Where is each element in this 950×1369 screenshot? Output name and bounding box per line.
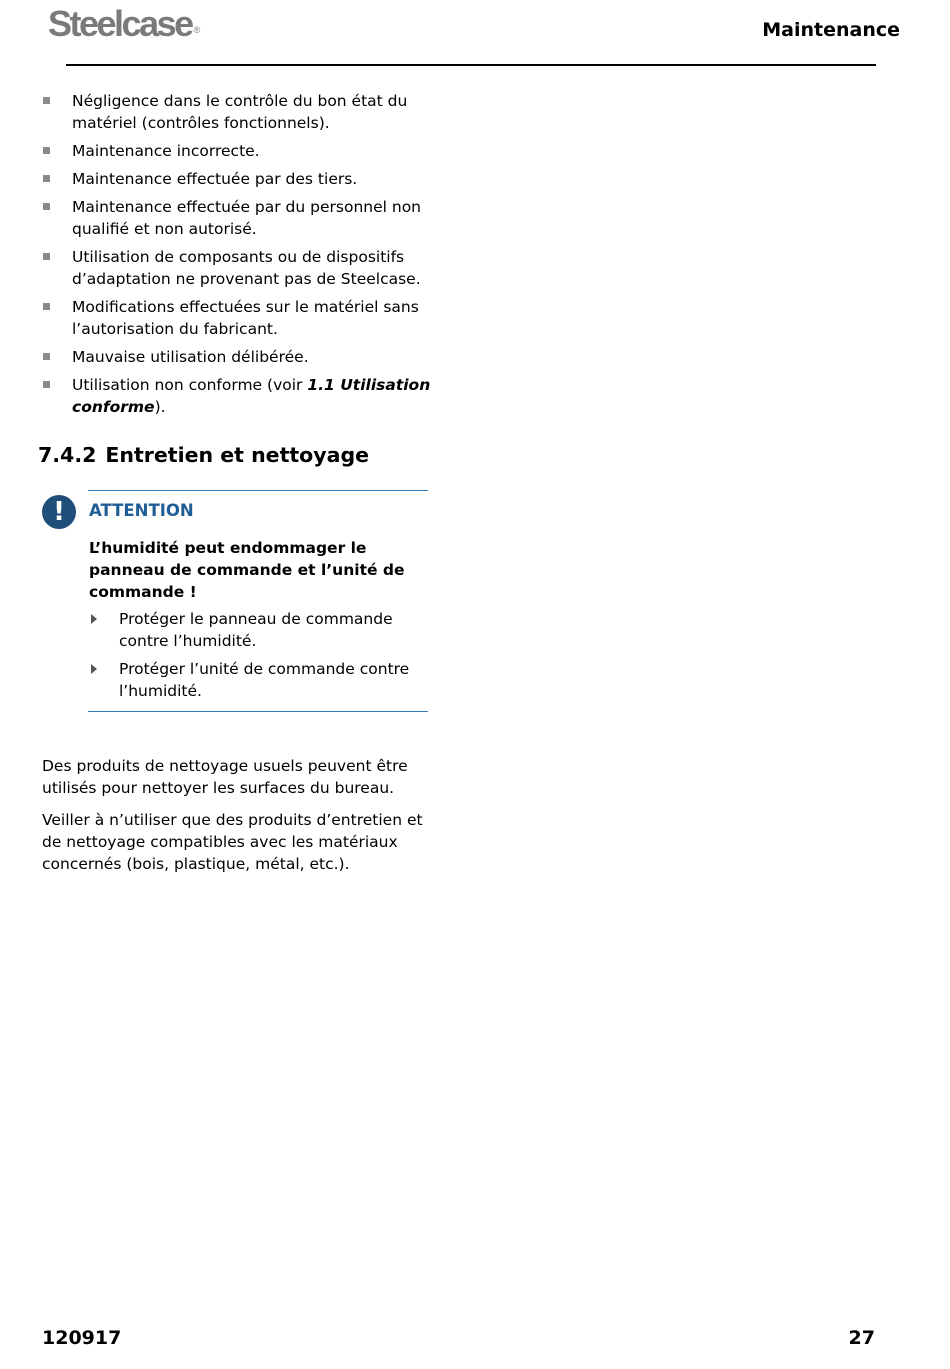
list-item: Protéger l’unité de commande contre l’humidité. [89,658,419,702]
list-item: Mauvaise utilisation délibérée. [42,346,442,368]
notice-title: ATTENTION [89,501,194,520]
list-item: Maintenance effectuée par du personnel non qualifié et non autorisé. [42,196,442,240]
list-item: Maintenance incorrecte. [42,140,442,162]
header-divider [66,64,876,66]
body-paragraph: Veiller à n’utiliser que des produits d’entretien et de nettoyage compatibles avec les matériaux concernés (bois, plastique, métal, etc.). [42,811,423,873]
exclamation-icon: ! [42,495,76,529]
cause-list [42,90,442,424]
attention-notice [40,490,430,712]
page-number: 27 [848,1327,875,1349]
notice-bottom-rule [88,711,428,712]
section-title: Maintenance [762,19,900,41]
body-paragraph: Des produits de nettoyage usuels peuvent être utilisés pour nettoyer les surfaces du bureau. [42,757,408,797]
list-item: Utilisation non conforme (voir 1.1 Utilisation conforme). [42,374,442,418]
square-bullet-icon [43,147,50,154]
square-bullet-icon [43,253,50,260]
notice-top-rule [88,490,428,491]
square-bullet-icon [43,353,50,360]
square-bullet-icon [43,303,50,310]
arrow-right-icon [91,614,97,624]
list-item: Négligence dans le contrôle du bon état du matériel (contrôles fonctionnels). [42,90,442,134]
cross-reference-link[interactable]: 1.1 Utilisation conforme [72,376,431,416]
square-bullet-icon [43,97,50,104]
section-heading: 7.4.2 Entretien et nettoyage [38,443,370,467]
square-bullet-icon [43,381,50,388]
list-item: Protéger le panneau de commande contre l’humidité. [89,608,419,652]
list-item: Utilisation de composants ou de dispositifs d’adaptation ne provenant pas de Steelcase. [42,246,442,290]
notice-message: L’humidité peut endommager le panneau de commande et l’unité de commande ! [89,539,405,601]
square-bullet-icon [43,203,50,210]
steelcase-logo: Steelcase ® [48,3,201,44]
list-item: Modifications effectuées sur le matériel sans l’autorisation du fabricant. [42,296,442,340]
document-number: 120917 [42,1327,122,1349]
notice-actions [89,608,419,708]
arrow-right-icon [91,664,97,674]
square-bullet-icon [43,175,50,182]
list-item: Maintenance effectuée par des tiers. [42,168,442,190]
